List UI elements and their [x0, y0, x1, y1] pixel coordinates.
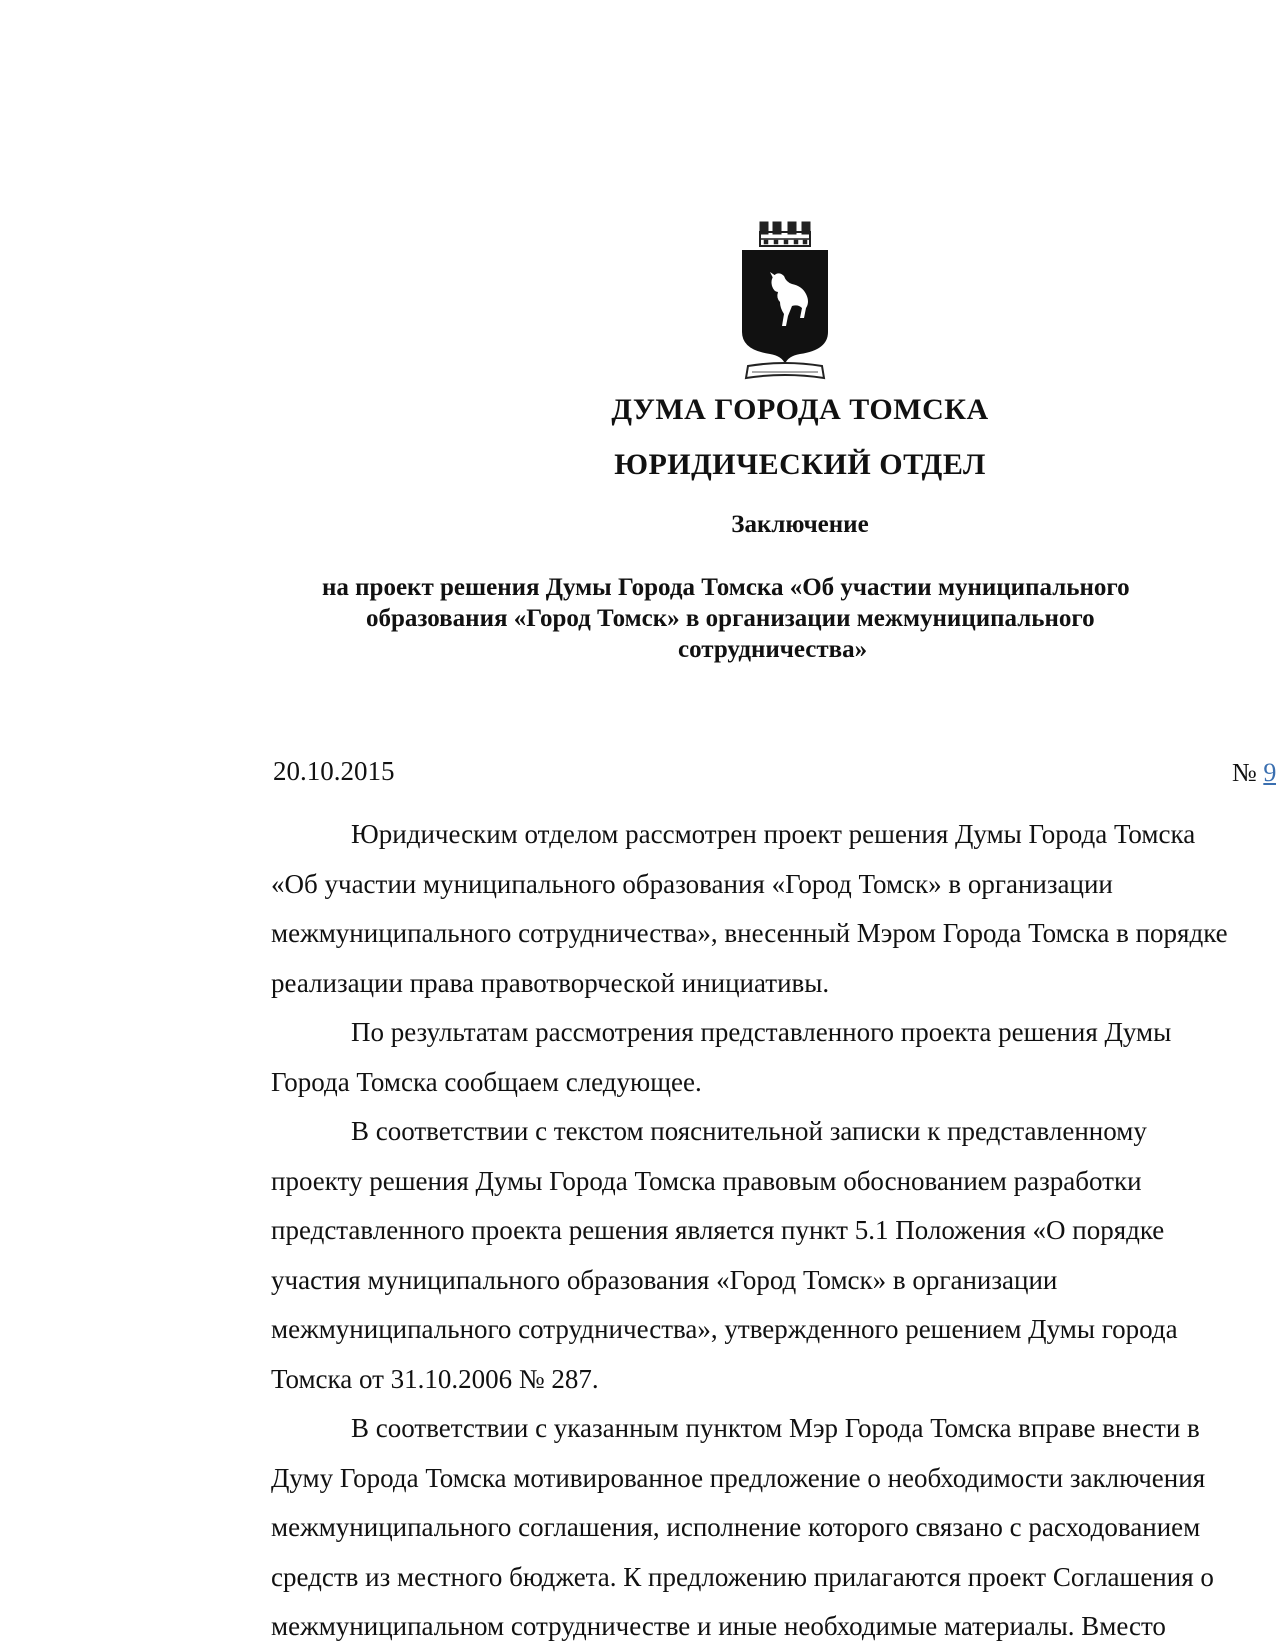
body-line: В соответствии с указанным пунктом Мэр Города Томска вправе внести в [351, 1413, 1200, 1443]
body-line: Города Томска сообщаем следующее. [271, 1066, 702, 1097]
body-line: В соответствии с текстом пояснительной записки к представленному [351, 1116, 1147, 1146]
body-line: представленного проекта решения является пункт 5.1 Положения «О порядке [271, 1215, 1165, 1245]
coat-of-arms-icon [740, 222, 830, 392]
subject-line: на проект решения Думы Города Томска «Об участии муниципального [322, 574, 1130, 601]
body-line: средств из местного бюджета. К предложению прилагаются проект Соглашения о [271, 1561, 1214, 1592]
organization-name: ДУМА ГОРОДА ТОМСКА [611, 393, 989, 426]
document-type: Заключение [731, 511, 869, 538]
body-line: Юридическим отделом рассмотрен проект решения Думы Города Томска [351, 819, 1196, 849]
body-line: проекту решения Думы Города Томска правовым обоснованием разработки [271, 1165, 1142, 1196]
body-line: межмуниципального сотрудничества», утвержденного решением Думы города [271, 1314, 1178, 1344]
body-line: Томска от 31.10.2006 № 287. [271, 1363, 599, 1394]
document-subject [0, 572, 1275, 665]
body-line: «Об участии муниципального образования «Город Томск» в организации [271, 868, 1113, 899]
body-line: межмуниципального соглашения, исполнение которого связано с расходованием [271, 1512, 1201, 1542]
number-value: 9 [1263, 758, 1276, 787]
body-line: межмуниципальном сотрудничестве и иные необходимые материалы. Вместо [271, 1611, 1166, 1641]
subject-line: сотрудничества» [678, 636, 868, 663]
document-body [271, 810, 1275, 1652]
body-line: участия муниципального образования «Город Томск» в организации [271, 1264, 1058, 1295]
body-line: Думу Города Томска мотивированное предложение о необходимости заключения [271, 1462, 1206, 1493]
body-line: По результатам рассмотрения представленного проекта решения Думы [351, 1017, 1172, 1047]
body-line: межмуниципального сотрудничества», внесенный Мэром Города Томска в порядке [271, 918, 1228, 948]
document-number [1232, 758, 1276, 788]
subject-line: образования «Город Томск» в организации межмуниципального [366, 605, 1095, 632]
number-label: № [1232, 758, 1257, 787]
body-line: реализации права правотворческой инициативы. [271, 967, 830, 998]
department-name: ЮРИДИЧЕСКИЙ ОТДЕЛ [614, 448, 986, 481]
document-date: 20.10.2015 [273, 756, 395, 786]
